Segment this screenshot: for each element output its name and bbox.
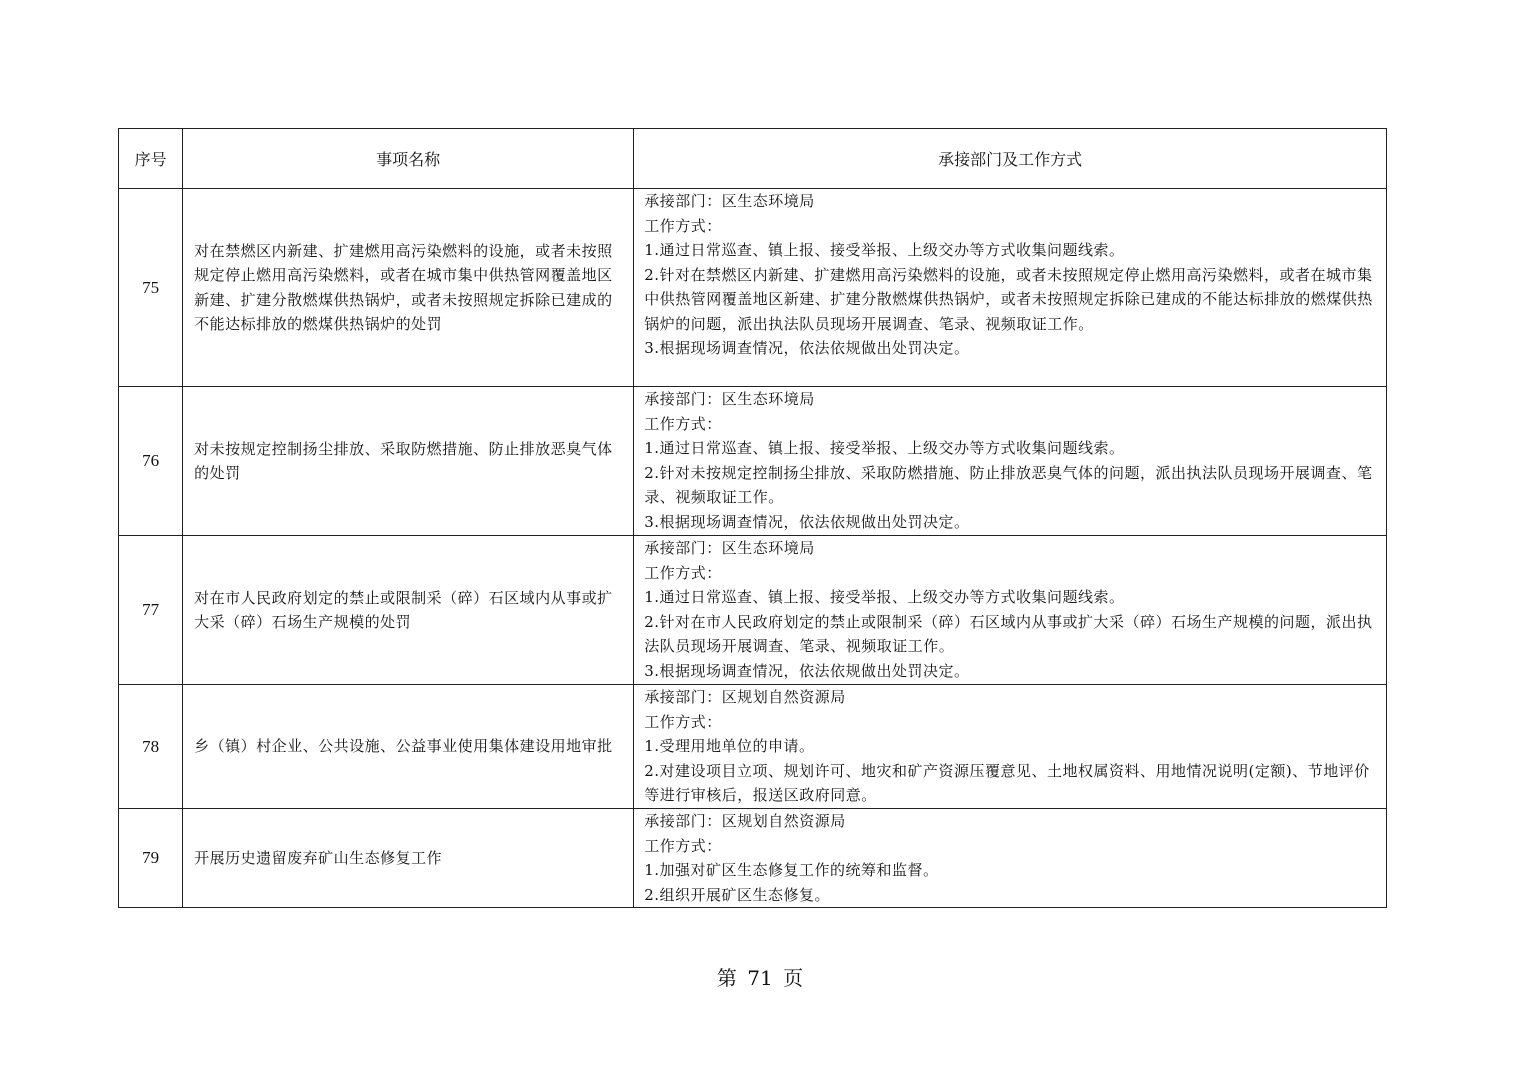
department-method [634,809,1387,908]
department-method [634,536,1387,685]
row-number: 77 [119,536,183,685]
work-step: 1.受理用地单位的申请。 [644,737,815,755]
work-step: 2.组织开展矿区生态修复。 [644,885,831,904]
table-row [119,536,1387,685]
table-row [119,189,1387,387]
row-number: 76 [119,387,183,536]
work-step: 1.通过日常巡查、镇上报、接受举报、上级交办等方式收集问题线索。 [644,241,1125,259]
department: 承接部门：区生态环境局 [644,192,815,210]
row-number: 79 [119,809,183,908]
matters-table [118,128,1387,908]
department-method [634,387,1387,536]
header-serial-number: 序号 [119,129,183,189]
row-number: 75 [119,189,183,387]
department: 承接部门：区生态环境局 [644,539,815,557]
work-mode-label: 工作方式： [644,836,722,855]
work-mode-label: 工作方式： [644,712,722,731]
work-mode-label: 工作方式： [644,216,722,235]
work-step: 2.针对在市人民政府划定的禁止或限制采（碎）石区域内从事或扩大采（碎）石场生产规模的问题，派出执法队员现场开展调查、笔录、视频取证工作。 [644,612,1373,655]
matter-name: 对在禁燃区内新建、扩建燃用高污染燃料的设施，或者未按照规定停止燃用高污染燃料，或者在城市集中供热管网覆盖地区新建、扩建分散燃煤供热锅炉，或者未按照规定拆除已建成的不能达标排放的燃煤供热锅炉的处罚 [183,189,634,387]
row-number: 78 [119,685,183,809]
department: 承接部门：区规划自然资源局 [644,688,846,706]
work-step: 2.针对在禁燃区内新建、扩建燃用高污染燃料的设施，或者未按照规定停止燃用高污染燃料，或者在城市集中供热管网覆盖地区新建、扩建分散燃煤供热锅炉，或者未按照规定拆除已建成的不能达标排放的燃煤供热锅炉的问题，派出执法队员现场开展调查、笔录、视频取证工作。 [644,265,1373,333]
work-mode-label: 工作方式： [644,563,722,582]
table-row [119,685,1387,809]
work-step: 2.对建设项目立项、规划许可、地灾和矿产资源压覆意见、土地权属资料、用地情况说明(定额)、节地评价等进行审核后，报送区政府同意。 [644,761,1370,804]
department-method [634,189,1387,387]
department: 承接部门：区生态环境局 [644,390,815,408]
work-step: 1.通过日常巡查、镇上报、接受举报、上级交办等方式收集问题线索。 [644,588,1125,606]
work-step: 2.针对未按规定控制扬尘排放、采取防燃措施、防止排放恶臭气体的问题，派出执法队员现场开展调查、笔录、视频取证工作。 [644,463,1373,506]
matter-name: 开展历史遗留废弃矿山生态修复工作 [183,809,634,908]
work-step: 3.根据现场调查情况，依法依规做出处罚决定。 [644,339,970,357]
department: 承接部门：区规划自然资源局 [644,812,846,830]
header-department-method: 承接部门及工作方式 [634,129,1387,189]
work-step: 3.根据现场调查情况，依法依规做出处罚决定。 [644,512,970,531]
header-matter-name: 事项名称 [183,129,634,189]
table-row [119,387,1387,536]
work-step: 3.根据现场调查情况，依法依规做出处罚决定。 [644,661,970,680]
work-step: 1.通过日常巡查、镇上报、接受举报、上级交办等方式收集问题线索。 [644,439,1125,457]
department-method [634,685,1387,809]
work-step: 1.加强对矿区生态修复工作的统筹和监督。 [644,861,939,879]
table-row [119,809,1387,908]
page-number: 第 71 页 [716,966,804,990]
matter-name: 对未按规定控制扬尘排放、采取防燃措施、防止排放恶臭气体的处罚 [183,387,634,536]
matter-name: 对在市人民政府划定的禁止或限制采（碎）石区域内从事或扩大采（碎）石场生产规模的处罚 [183,536,634,685]
work-mode-label: 工作方式： [644,414,722,433]
table-header-row [119,129,1387,189]
matter-name: 乡（镇）村企业、公共设施、公益事业使用集体建设用地审批 [183,685,634,809]
